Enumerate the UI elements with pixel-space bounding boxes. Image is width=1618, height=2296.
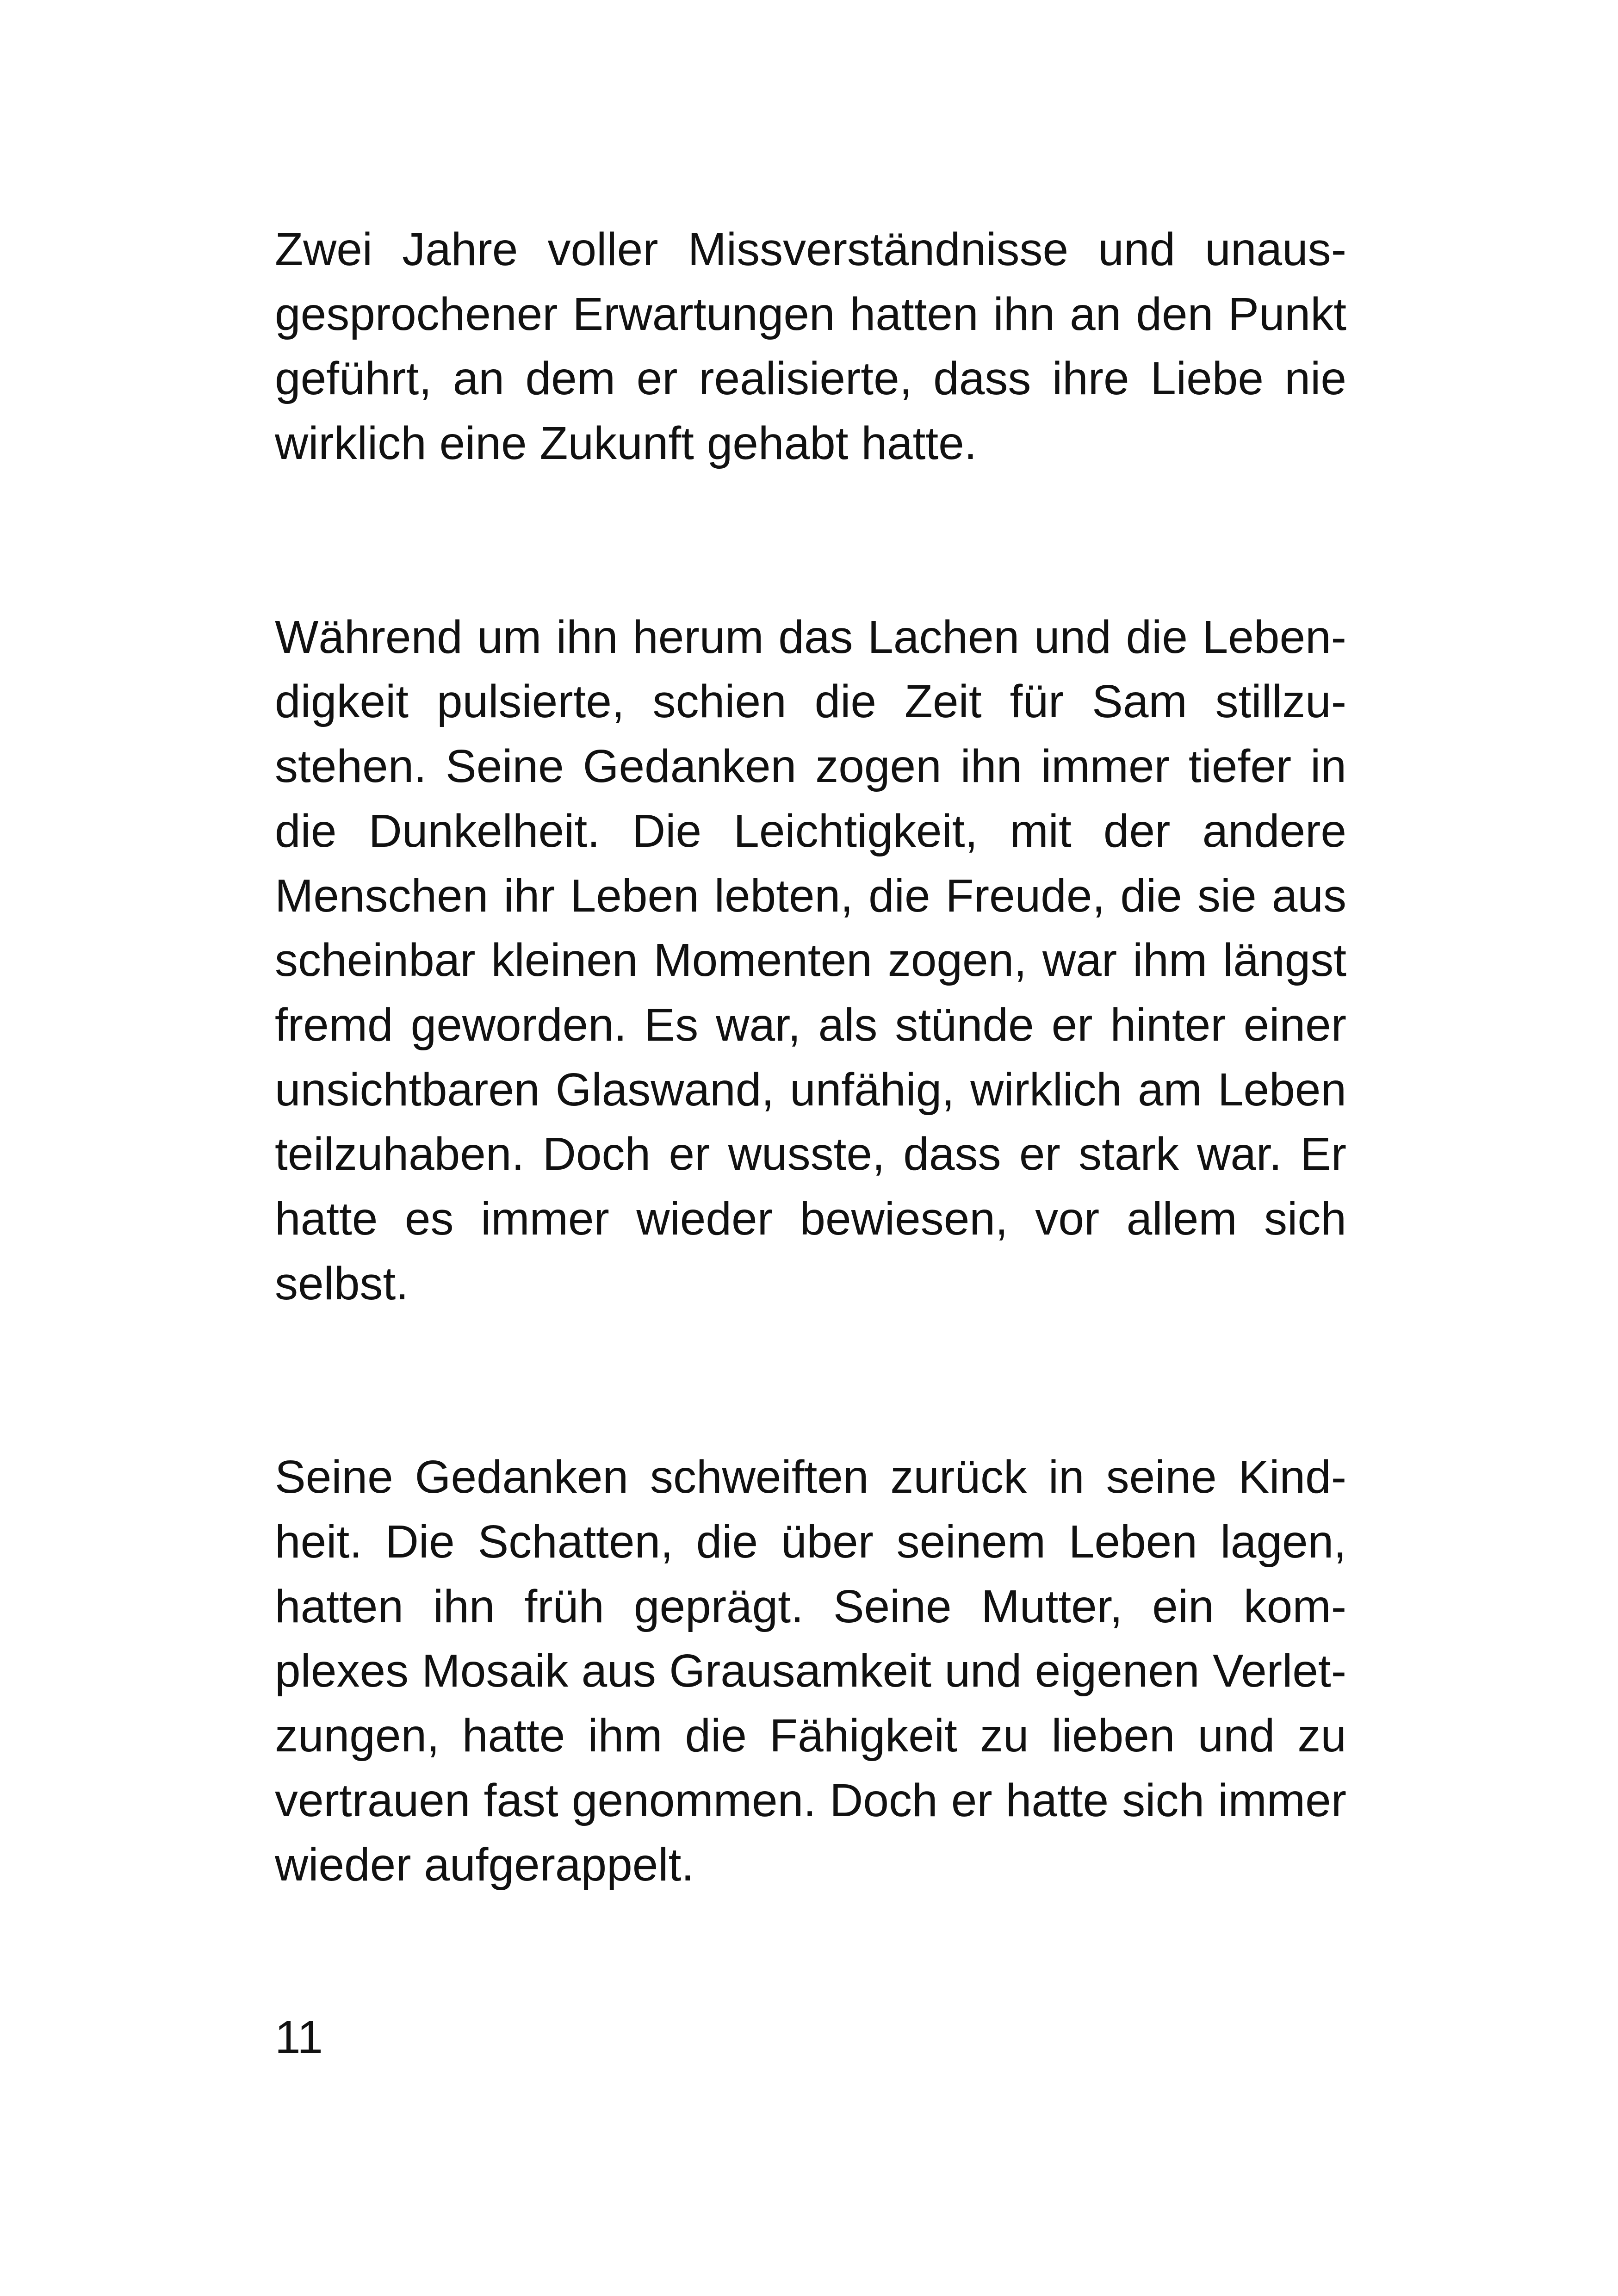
text-line: selbst. — [275, 1257, 409, 1309]
text-line: heit. Die Schatten, die über seinem Leben lagen, — [275, 1516, 1346, 1568]
paragraph-3 — [275, 1445, 1346, 1898]
text-line: wirklich eine Zukunft gehabt hatte. — [275, 417, 977, 470]
text-line: unsichtbaren Glaswand, unfähig, wirklich am Leben — [275, 1063, 1346, 1116]
text-line: die Dunkelheit. Die Leichtigkeit, mit der andere — [275, 805, 1346, 857]
paragraph-1 — [275, 217, 1346, 476]
text-line: Menschen ihr Leben lebten, die Freude, die sie aus — [275, 869, 1346, 922]
text-line: stehen. Seine Gedanken zogen ihn immer tiefer in — [275, 740, 1346, 793]
text-line: zungen, hatte ihm die Fähigkeit zu lieben und zu — [275, 1710, 1346, 1762]
text-line: wieder aufgerappelt. — [275, 1839, 694, 1891]
text-line: digkeit pulsierte, schien die Zeit für Sam stillzu- — [275, 676, 1346, 728]
text-line: gesprochener Erwartungen hatten ihn an den Punkt — [275, 288, 1346, 340]
text-line: Seine Gedanken schweiften zurück in seine Kind- — [275, 1451, 1346, 1503]
body-text — [275, 217, 1346, 2027]
text-line: Zwei Jahre voller Missverständnisse und unaus- — [275, 223, 1346, 275]
text-line: plexes Mosaik aus Grausamkeit und eigenen Verlet- — [275, 1645, 1346, 1697]
text-line: scheinbar kleinen Momenten zogen, war ihm längst — [275, 934, 1346, 987]
page-number: 11 — [275, 2011, 323, 2063]
paragraph-2 — [275, 605, 1346, 1316]
text-line: geführt, an dem er realisierte, dass ihre Liebe nie — [275, 353, 1346, 405]
text-line: hatte es immer wieder bewiesen, vor allem sich — [275, 1192, 1346, 1245]
text-line: vertrauen fast genommen. Doch er hatte sich immer — [275, 1774, 1346, 1826]
text-line: teilzuhaben. Doch er wusste, dass er stark war. Er — [275, 1128, 1346, 1180]
text-line: fremd geworden. Es war, als stünde er hinter einer — [275, 999, 1346, 1051]
text-line: Während um ihn herum das Lachen und die Leben- — [275, 611, 1346, 663]
text-line: hatten ihn früh geprägt. Seine Mutter, ein kom- — [275, 1580, 1346, 1632]
